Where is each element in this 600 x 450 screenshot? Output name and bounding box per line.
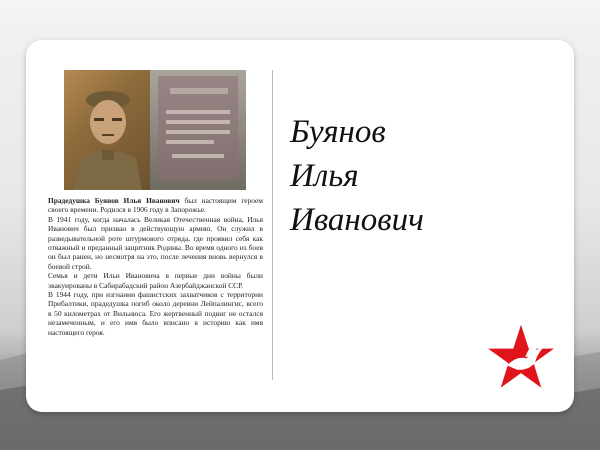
- photo-strip: [64, 70, 246, 190]
- hero-name: [290, 110, 424, 242]
- memorial-plaque-photo: [150, 70, 246, 190]
- bio-paragraph-1-rest: был настоящим героем своего времени. Родился в 1906 году в Запорожье.: [48, 196, 263, 215]
- hero-first-name: Илья: [290, 158, 359, 194]
- hero-patronymic: Иванович: [290, 202, 424, 238]
- soldier-portrait-photo: [64, 70, 150, 190]
- red-star-dove-icon: [486, 322, 556, 392]
- bio-paragraph-3: Семья и дети Ильи Ивановича в первые дни войны были эвакуированы в Сабирабадский район Азербайджанской ССР.: [48, 271, 263, 290]
- hero-surname: Буянов: [290, 114, 386, 150]
- bio-paragraph-4: В 1944 году, при изгнании фашистских захватчиков с территории Прибалтики, прадедушка погиб около деревни Лейпалингис, всего в 50 километрах от Вильнюса. Его жертвенный подвиг не остался незамеченным, и его имя было вписано в историю как имя настоящего героя.: [48, 290, 263, 337]
- bio-paragraph-1: [48, 196, 263, 215]
- vertical-divider: [272, 70, 273, 380]
- bio-paragraph-2: В 1941 году, когда началась Великая Отечественная война, Илья Иванович был призван в действующую армию. Он служил в разведывательной роте штурмового отряда, где проявил себя как отважный и преданный защитник Родины. Во время одного из боев он был ранен, но несмотря на это, после лечения вновь вернулся в боевой строй.: [48, 214, 263, 271]
- biography-text: [48, 196, 263, 337]
- bio-lead-name: Прадедушка Буянов Илья Иванович: [48, 196, 180, 205]
